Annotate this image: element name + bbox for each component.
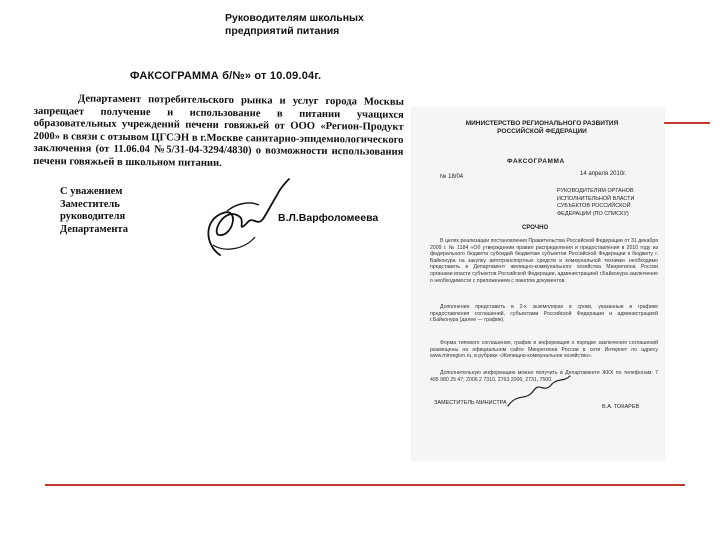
doc2-title: ФАКСОГРАММА [507, 158, 565, 165]
doc2-date: 14 апреля 2010г. [580, 171, 627, 177]
doc2-paragraph-2: Дополнение представить в 2-х экземплярах в сроки, указанные в графике предоставления соглашений, субъектами Российской Федерации и администрацией г.Байконура (далее — график). [430, 304, 658, 324]
doc2-addressee: РУКОВОДИТЕЛЯМ ОРГАНОВ ИСПОЛНИТЕЛЬНОЙ ВЛАСТИ СУБЪЕКТОВ РОССИЙСКОЙ ФЕДЕРАЦИИ (ПО СПИСКУ) [557, 188, 635, 217]
doc2-signer-title: ЗАМЕСТИТЕЛЬ МИНИСТРА [434, 400, 507, 406]
doc1-signer: В.Л.Варфоломеева [278, 212, 379, 224]
doc2-number: № 18/04 [440, 174, 464, 180]
decorative-rule-bottom [45, 484, 685, 486]
doc1-title: ФАКСОГРАММА б/№» от 10.09.04г. [130, 70, 322, 82]
doc2-urgent: СРОЧНО [522, 225, 549, 231]
doc1-body: Департамент потребительского рынка и услуг города Москвы запрещает получение и использование в питании учащихся образовательных учреждений печени говяжьей от ООО «Регион-Продукт 2000» в связи с отзывом ЦГСЭН в г.Москве санитарно-эпидемиологического заключения (от 11.06.04 №5/31-04-3294/4830) о возможности использования печени говяжьей в школьном питании. [33, 93, 404, 169]
handwritten-signature-2 [504, 372, 574, 412]
doc2-signer-name: В.А. ТОКАРЕВ [602, 404, 640, 410]
doc2-ministry-header: МИНИСТЕРСТВО РЕГИОНАЛЬНОГО РАЗВИТИЯ РОССИЙСКОЙ ФЕДЕРАЦИИ [465, 120, 619, 135]
fax-document-ministry [412, 108, 664, 460]
fax-document-moscow [20, 0, 412, 235]
doc1-closing: С уважением Заместитель руководителя Департамента [60, 186, 128, 235]
doc2-paragraph-4: Дополнительную информацию можно получить в Департаменте ЖКХ по телефонам: 7 495 980 25 47; 2006 2 7310, 2763 2006; 2731, 7500. [430, 370, 658, 383]
doc1-addressee: Руководителям школьных предприятий питания [225, 12, 364, 37]
doc2-paragraph-3: Форма типового соглашения, график и информация о порядке заключения соглашений размещены на официальном сайте Минрегиона России в сети Интернет по адресу www.minregion.ru, в рубрике «Жилищно-коммунальное хозяйство». [430, 340, 658, 360]
handwritten-signature [185, 175, 295, 265]
doc2-paragraph-1: В целях реализации постановления Правительства Российской Федерации от 31 декабря 2009 г. № 1184 «Об утверждении правил распределения и предоставления в 2010 году из федерального бюджета субсидий бюджетам субъектов Российской Федерации к бюджету г. Байконура на закупку автотранспортных средств и коммунальной техники» необходимо представить в Департамент жилищно-коммунального хозяйства Минрегиона России органами власти субъектов Российской Федерации, администрацией г.Байконура заключение о необходимости с приложением с пакетом документов. [430, 238, 658, 284]
